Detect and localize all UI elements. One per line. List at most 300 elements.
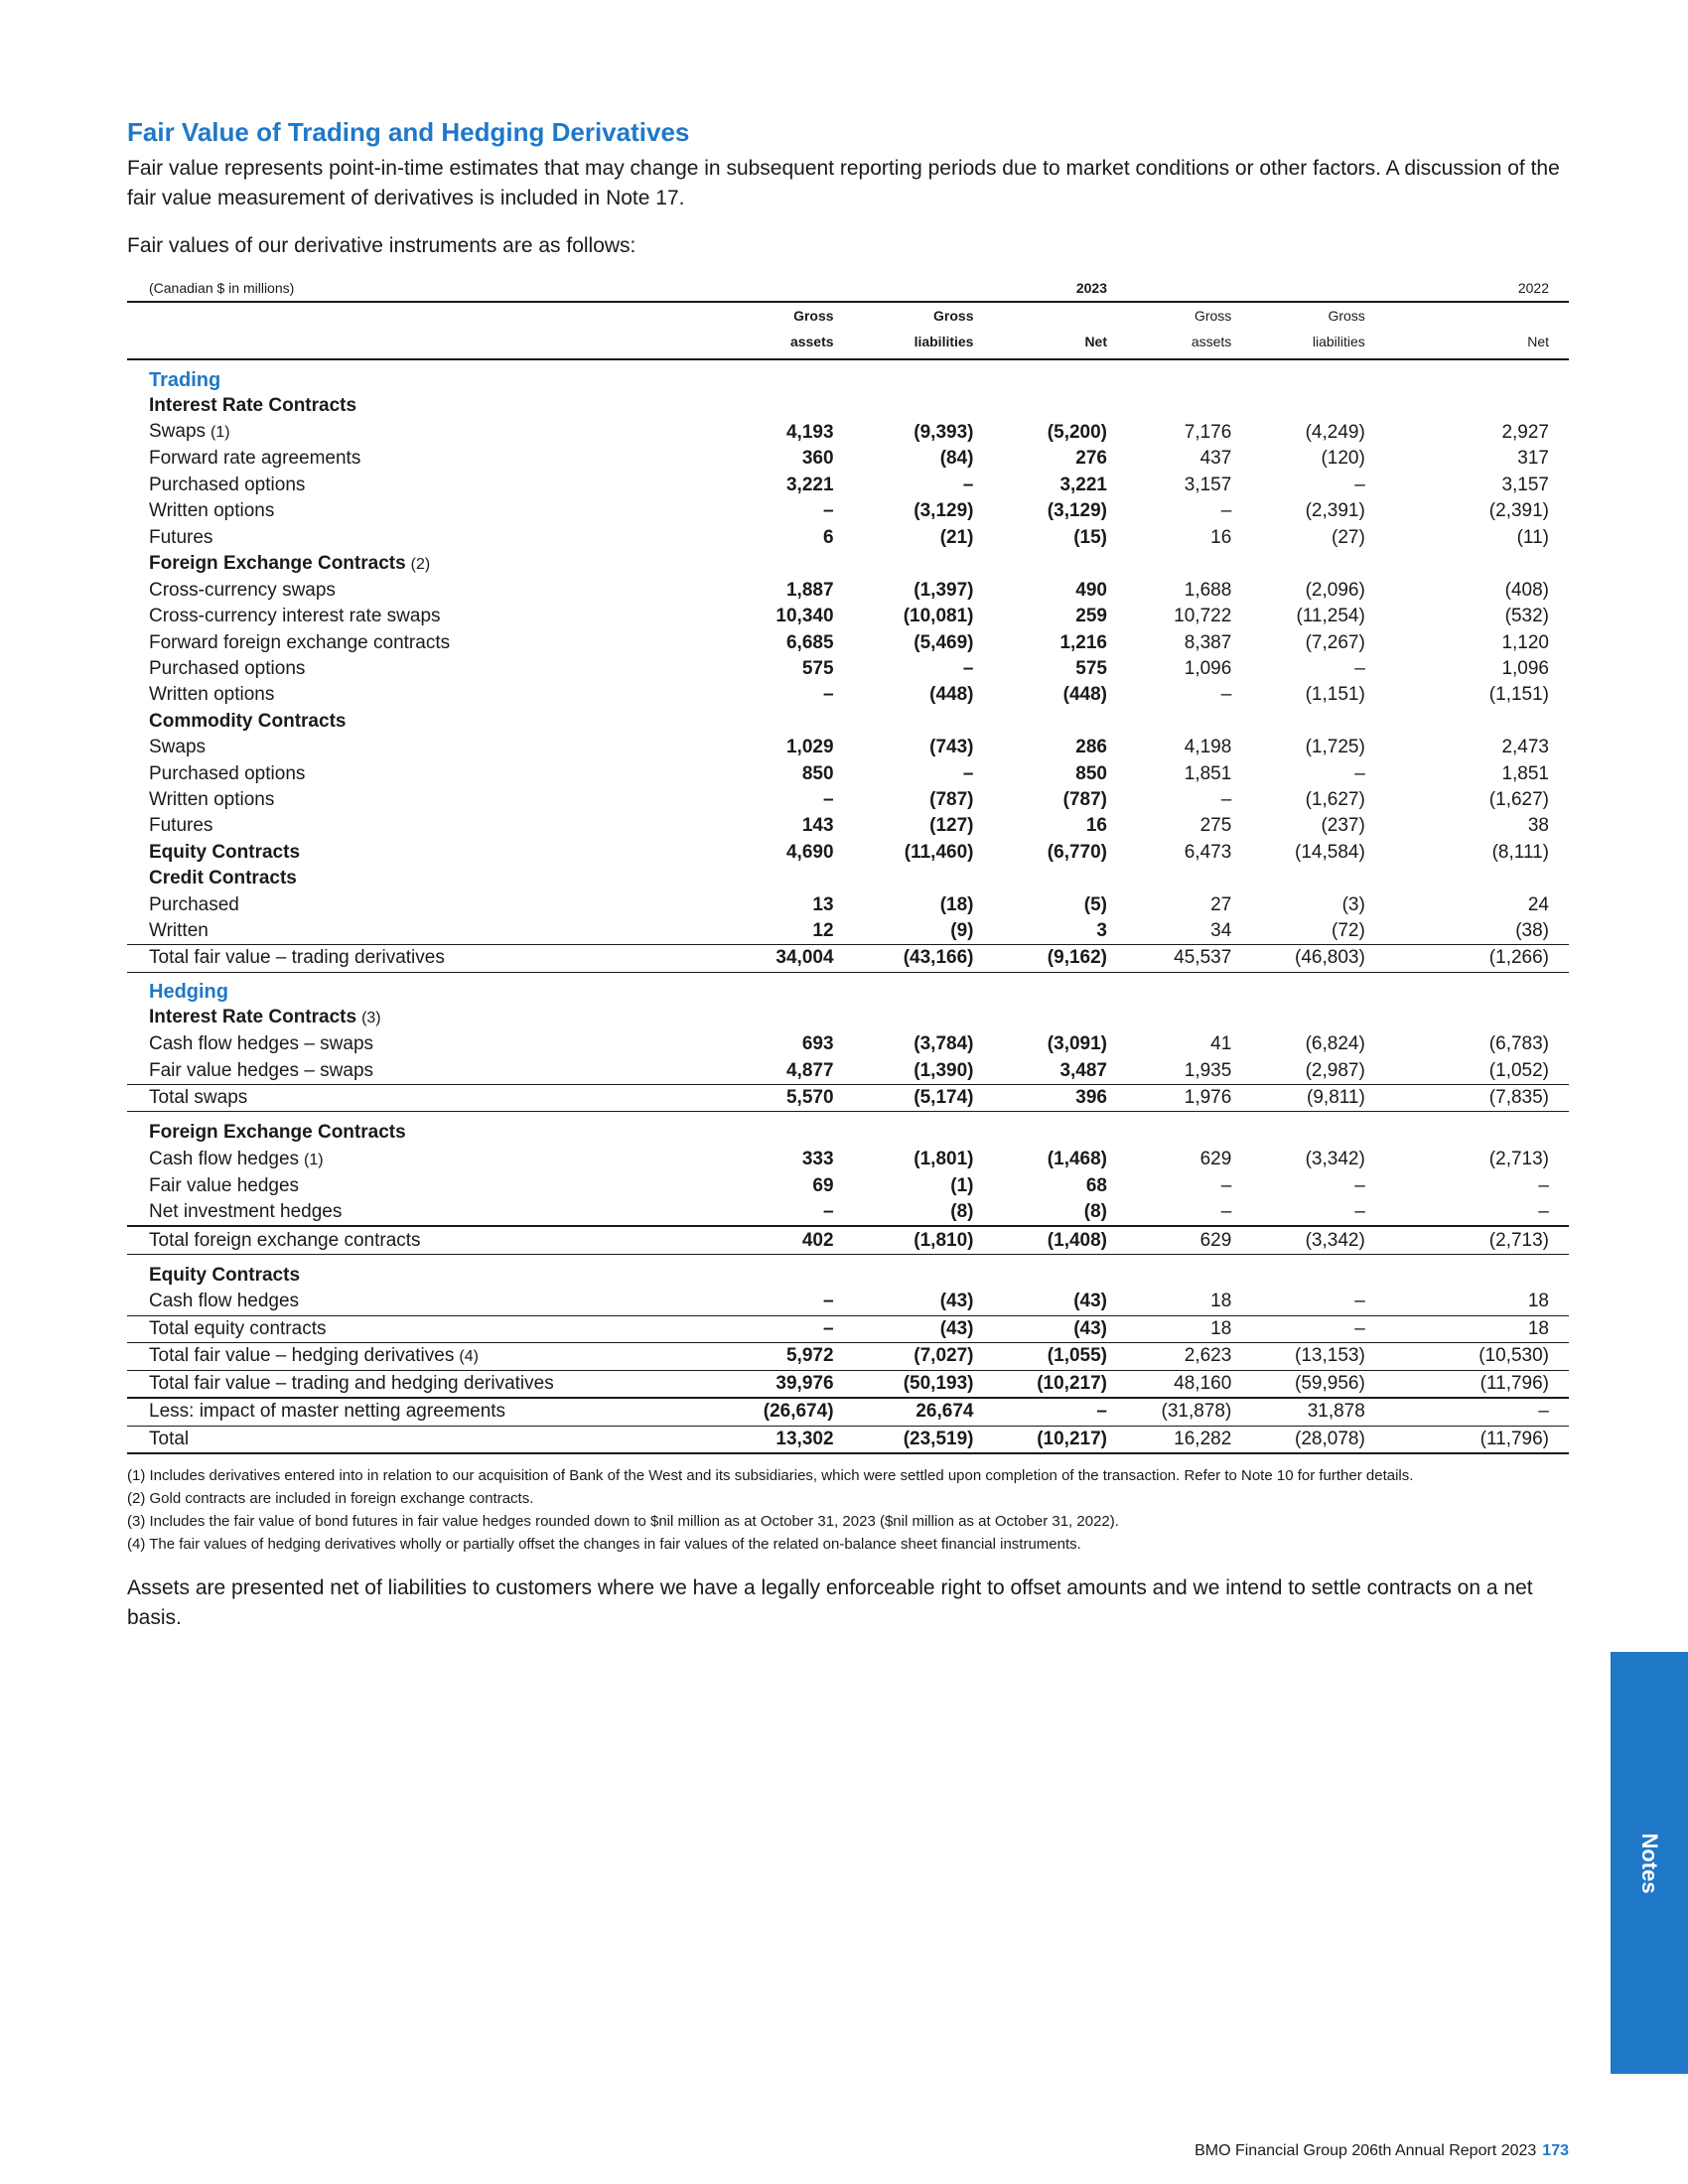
value-cell: 48,160 [1107,1370,1231,1398]
value-cell: 437 [1199,448,1232,470]
value-cell [1231,1005,1365,1031]
footnote: (3) Includes the fair value of bond futures in fair value hedges rounded down to $nil million as at October 31, 2023 ($nil million as at October 31, 2022). [127,1513,1119,1531]
value-cell [554,1112,834,1147]
closing-paragraph: Assets are presented net of liabilities to customers where we have a legally enforceable right to offset amounts and we intend to settle contracts on a net basis. [127,1576,1533,1630]
value-cell: (532) [1504,606,1549,627]
table-column-headers [127,302,1569,359]
value-cell: 6 [822,526,834,548]
value-cell [1107,1112,1231,1147]
value-cell [1107,1254,1231,1289]
value-cell: (8) [1083,1201,1107,1223]
value-cell: (72) [1332,920,1365,941]
value-cell [973,1112,1107,1147]
value-cell: (11,796) [1365,1426,1569,1453]
value-cell: 629 [1107,1226,1231,1254]
table-row [127,630,1569,656]
value-cell: (38) [1515,920,1549,941]
value-cell: (2,987) [1305,1059,1365,1081]
value-cell: – [1538,1201,1549,1223]
table-row [127,1057,1569,1084]
value-cell [973,1005,1107,1031]
value-cell [1231,393,1365,419]
value-cell: 5,972 [554,1342,834,1370]
intro-paragraph: Fair value represents point-in-time estimates that may change in subsequent reporting periods due to market conditions or other factors. A discussion of the fair value measurement of derivatives is included in Note 17. [127,157,1560,209]
value-cell: 69 [812,1174,834,1196]
value-cell: 24 [1527,893,1549,915]
value-cell: (8,111) [1491,841,1549,863]
table-row [127,735,1569,760]
value-cell: (7,835) [1365,1084,1569,1111]
value-cell: 18 [1527,1291,1549,1312]
table-row [127,1147,1569,1173]
table-row [127,656,1569,682]
value-cell: (6,824) [1305,1033,1365,1055]
value-cell: 1,851 [1501,762,1549,784]
value-cell: – [822,684,834,706]
value-cell: – [1354,762,1365,784]
row-label: Total fair value – trading derivatives [127,945,554,972]
value-cell: (6,770) [1047,841,1107,863]
value-cell: (43) [834,1315,974,1342]
value-cell: (15) [1073,526,1107,548]
value-cell [554,972,834,1005]
row-label: Forward rate agreements [149,448,361,470]
notes-side-tab[interactable] [1611,1652,1688,2074]
value-cell: 850 [1075,762,1107,784]
value-cell: (2,391) [1305,500,1365,522]
row-label: Written [149,920,209,941]
value-cell: 68 [1085,1174,1107,1196]
value-cell: (2,713) [1365,1226,1569,1254]
value-cell [834,1005,974,1031]
page-footer [1195,2142,1569,2160]
group-row [127,1254,1569,1289]
row-label: Interest Rate Contracts (3) [149,1006,381,1027]
value-cell: (10,081) [903,606,974,627]
value-cell: (1) [950,1174,974,1196]
table-row [127,813,1569,839]
value-cell [973,359,1107,392]
total-row [127,1370,1569,1398]
value-cell: 34 [1210,920,1232,941]
value-cell: 1,096 [1184,658,1232,680]
value-cell: 31,878 [1231,1398,1365,1426]
value-cell: 10,722 [1174,606,1232,627]
row-label: Cash flow hedges – swaps [149,1033,374,1055]
row-label: Cash flow hedges (1) [149,1148,324,1169]
table-row [127,760,1569,786]
value-cell [834,1112,974,1147]
value-cell: (31,878) [1107,1398,1231,1426]
page-title: Fair Value of Trading and Hedging Derivatives [127,117,690,147]
value-cell: (11,796) [1365,1370,1569,1398]
value-cell: 1,935 [1184,1059,1232,1081]
row-label: Hedging [149,980,228,1003]
total-row [127,1084,1569,1111]
value-cell: (14,584) [1295,841,1365,863]
row-label: Cash flow hedges [149,1291,300,1312]
group-row [127,866,1569,891]
value-cell: 3,157 [1184,474,1232,495]
value-cell [973,972,1107,1005]
value-cell: – [1354,474,1365,495]
group-row [127,709,1569,735]
col-header-net-2022: Net [1365,302,1569,359]
value-cell: (2,391) [1488,500,1549,522]
row-label: Purchased options [149,762,306,784]
page-content [127,117,1569,1633]
value-cell: 5,570 [554,1084,834,1111]
notes-tab-label: Notes [1637,1832,1662,1894]
row-label: Less: impact of master netting agreements [127,1398,554,1426]
total-row [127,1226,1569,1254]
value-cell [1231,1112,1365,1147]
value-cell: 3 [1096,920,1107,941]
table-row [127,1031,1569,1057]
value-cell: (3,129) [914,500,974,522]
value-cell: 34,004 [554,945,834,972]
section-row [127,972,1569,1005]
value-cell: – [822,1201,834,1223]
value-cell: 4,877 [785,1059,834,1081]
row-label: Futures [149,526,213,548]
value-cell: (7,267) [1305,631,1365,653]
row-label: Trading [149,368,221,391]
value-cell: (120) [1321,448,1365,470]
value-cell: (8) [950,1201,974,1223]
value-cell: (3,129) [1047,500,1107,522]
value-cell: (1,397) [914,579,974,601]
value-cell: (43) [973,1315,1107,1342]
row-label: Foreign Exchange Contracts [149,1122,406,1144]
value-cell: (1,468) [1047,1149,1107,1170]
value-cell: 4,193 [785,421,834,443]
value-cell: 3,157 [1501,474,1549,495]
value-cell: (448) [929,684,974,706]
value-cell [1365,1005,1569,1031]
value-cell: 850 [801,762,834,784]
value-cell [1231,359,1365,392]
value-cell: (1,627) [1305,789,1365,811]
value-cell: (5,174) [834,1084,974,1111]
value-cell [1107,866,1231,891]
total-row [127,1426,1569,1453]
value-cell: 39,976 [554,1370,834,1398]
row-label: Total swaps [127,1084,554,1111]
table-units-row [127,275,1569,302]
value-cell: 3,221 [785,474,834,495]
value-cell [834,359,974,392]
value-cell: (3,784) [914,1033,974,1055]
value-cell: 8,387 [1184,631,1232,653]
value-cell: (743) [929,737,974,758]
value-cell: (5) [1083,893,1107,915]
value-cell: (1,151) [1488,684,1549,706]
value-cell: (1,801) [914,1149,974,1170]
value-cell: 16 [1210,526,1232,548]
value-cell: 1,029 [785,737,834,758]
value-cell: (1,052) [1488,1059,1549,1081]
value-cell: (1,725) [1305,737,1365,758]
value-cell: (5,469) [914,631,974,653]
value-cell: (1,266) [1365,945,1569,972]
value-cell: (4,249) [1305,421,1365,443]
row-label: Credit Contracts [149,868,297,889]
table-row [127,604,1569,629]
value-cell: 41 [1210,1033,1232,1055]
value-cell: 4,198 [1184,737,1232,758]
value-cell: (84) [939,448,974,470]
row-label: Equity Contracts [149,841,301,863]
row-label: Equity Contracts [149,1264,301,1286]
value-cell: 396 [973,1084,1107,1111]
value-cell: (43,166) [834,945,974,972]
value-cell: – [1365,1398,1569,1426]
year-2022-header: 2022 [1365,275,1569,302]
value-cell: (1,408) [973,1226,1107,1254]
value-cell [1231,551,1365,578]
value-cell: 490 [1075,579,1107,601]
row-label: Total [127,1426,554,1453]
table-row [127,524,1569,550]
row-label: Net investment hedges [149,1201,343,1223]
value-cell [1107,1005,1231,1031]
row-label: Foreign Exchange Contracts (2) [149,552,431,574]
value-cell: (13,153) [1231,1342,1365,1370]
table-row [127,787,1569,813]
value-cell [834,1254,974,1289]
value-cell: 2,473 [1501,737,1549,758]
table-row [127,1289,1569,1315]
value-cell: (11,460) [904,841,974,863]
value-cell: (5,200) [1047,421,1107,443]
col-header-gross-liabilities-2023: Gross liabilities [834,302,974,359]
table-row [127,1173,1569,1199]
value-cell: (1,390) [914,1059,974,1081]
value-cell [1365,709,1569,735]
value-cell [1365,972,1569,1005]
col-header-net-2023: Net [973,302,1107,359]
value-cell: (50,193) [834,1370,974,1398]
value-cell [1365,866,1569,891]
value-cell [1231,866,1365,891]
value-cell: (3) [1341,893,1365,915]
row-label: Total equity contracts [127,1315,554,1342]
value-cell [1107,359,1231,392]
value-cell: 1,851 [1184,762,1232,784]
value-cell: (9) [950,920,974,941]
value-cell: (7,027) [834,1342,974,1370]
value-cell: (26,674) [554,1398,834,1426]
value-cell: (237) [1321,815,1365,837]
col-header-gross-liabilities-2022: Gross liabilities [1231,302,1365,359]
value-cell [1365,1254,1569,1289]
value-cell: 275 [1199,815,1232,837]
col-header-gross-assets-2023: Gross assets [554,302,834,359]
value-cell [554,1005,834,1031]
value-cell: – [1354,1174,1365,1196]
value-cell: 333 [801,1149,834,1170]
value-cell: 4,690 [785,841,834,863]
value-cell: (1,055) [973,1342,1107,1370]
value-cell: (9,811) [1231,1084,1365,1111]
value-cell: – [962,474,974,495]
value-cell: – [1220,500,1232,522]
value-cell: 143 [801,815,834,837]
row-label: Total fair value – trading and hedging derivatives [127,1370,554,1398]
table-row [127,419,1569,446]
row-label: Cross-currency swaps [149,579,336,601]
value-cell: (10,217) [973,1370,1107,1398]
total-row [127,1342,1569,1370]
value-cell: (1,810) [834,1226,974,1254]
row-label: Futures [149,815,213,837]
value-cell: 1,216 [1059,631,1107,653]
value-cell: 13,302 [554,1426,834,1453]
value-cell: (18) [939,893,974,915]
value-cell [554,866,834,891]
value-cell: (2,096) [1305,579,1365,601]
value-cell [1107,393,1231,419]
value-cell: – [1220,1174,1232,1196]
table-row [127,840,1569,866]
value-cell [1107,551,1231,578]
value-cell: – [554,1315,834,1342]
value-cell [834,393,974,419]
table-row [127,498,1569,524]
row-label: Purchased options [149,658,306,680]
row-label: Commodity Contracts [149,710,347,732]
page-number: 173 [1542,2142,1569,2159]
units-label: (Canadian $ in millions) [127,275,554,302]
value-cell: 2,623 [1107,1342,1231,1370]
footnotes [127,1464,1569,1556]
value-cell: (28,078) [1231,1426,1365,1453]
value-cell: 38 [1527,815,1549,837]
value-cell: (9,162) [973,945,1107,972]
value-cell: (3,091) [1047,1033,1107,1055]
table-row [127,578,1569,604]
value-cell: – [1231,1315,1365,1342]
value-cell: (787) [929,789,974,811]
value-cell [554,359,834,392]
value-cell: 10,340 [775,606,834,627]
value-cell: (11,254) [1296,606,1365,627]
value-cell: 27 [1210,893,1232,915]
row-label: Swaps (1) [149,421,230,443]
value-cell: 18 [1210,1291,1232,1312]
value-cell: (43) [1073,1291,1107,1312]
value-cell: 629 [1199,1149,1232,1170]
value-cell [1365,359,1569,392]
value-cell: 3,487 [1059,1059,1107,1081]
table-row [127,891,1569,917]
footnote-ref: (1) [211,424,230,442]
value-cell: (21) [939,526,974,548]
row-label: Forward foreign exchange contracts [149,631,451,653]
value-cell: 575 [1075,658,1107,680]
value-cell: (43) [939,1291,974,1312]
value-cell: (1,151) [1305,684,1365,706]
value-cell: 13 [812,893,834,915]
value-cell [1231,1254,1365,1289]
lead-paragraph: Fair values of our derivative instruments are as follows: [127,234,636,257]
row-label: Total fair value – hedging derivatives (4) [127,1342,554,1370]
footnote-ref: (3) [361,1009,381,1026]
row-label: Swaps [149,737,207,758]
value-cell: 1,887 [785,579,834,601]
value-cell [1107,972,1231,1005]
table-row [127,1199,1569,1226]
value-cell: (448) [1062,684,1107,706]
value-cell: 1,120 [1501,631,1549,653]
value-cell: – [822,500,834,522]
row-label: Total foreign exchange contracts [127,1226,554,1254]
total-row [127,1315,1569,1342]
value-cell: – [962,762,974,784]
value-cell: (3,342) [1305,1149,1365,1170]
value-cell: (59,956) [1231,1370,1365,1398]
value-cell: (408) [1504,579,1549,601]
year-2023-header: 2023 [973,275,1107,302]
value-cell [554,393,834,419]
value-cell: 402 [554,1226,834,1254]
value-cell: 1,096 [1501,658,1549,680]
value-cell [554,1254,834,1289]
value-cell: 6,473 [1184,841,1232,863]
value-cell: 3,221 [1059,474,1107,495]
value-cell: 16,282 [1107,1426,1231,1453]
group-row [127,1005,1569,1031]
row-label: Written options [149,789,275,811]
row-label: Cross-currency interest rate swaps [149,606,441,627]
value-cell: (787) [1062,789,1107,811]
value-cell: 7,176 [1184,421,1232,443]
group-row [127,393,1569,419]
value-cell: – [962,658,974,680]
row-label: Written options [149,500,275,522]
value-cell [834,709,974,735]
table-row [127,473,1569,498]
value-cell [834,866,974,891]
section-row [127,359,1569,392]
footnote: (2) Gold contracts are included in foreign exchange contracts. [127,1490,534,1508]
value-cell: (6,783) [1488,1033,1549,1055]
footnote: (4) The fair values of hedging derivatives wholly or partially offset the changes in fair values of the related on-balance sheet financial instruments. [127,1536,1081,1554]
value-cell: – [822,789,834,811]
value-cell: – [1538,1174,1549,1196]
value-cell: – [1220,1201,1232,1223]
value-cell: – [1354,658,1365,680]
value-cell [973,551,1107,578]
value-cell: 6,685 [785,631,834,653]
row-label: Written options [149,684,275,706]
value-cell: 18 [1107,1315,1231,1342]
value-cell [1231,972,1365,1005]
value-cell [554,709,834,735]
value-cell: (10,530) [1365,1342,1569,1370]
row-label: Purchased [149,893,239,915]
value-cell [973,709,1107,735]
value-cell: – [1220,684,1232,706]
value-cell [973,1254,1107,1289]
value-cell: 18 [1365,1315,1569,1342]
value-cell: – [1354,1291,1365,1312]
table-row [127,446,1569,472]
value-cell: (23,519) [834,1426,974,1453]
value-cell: 317 [1517,448,1549,470]
row-label: Purchased options [149,474,306,495]
